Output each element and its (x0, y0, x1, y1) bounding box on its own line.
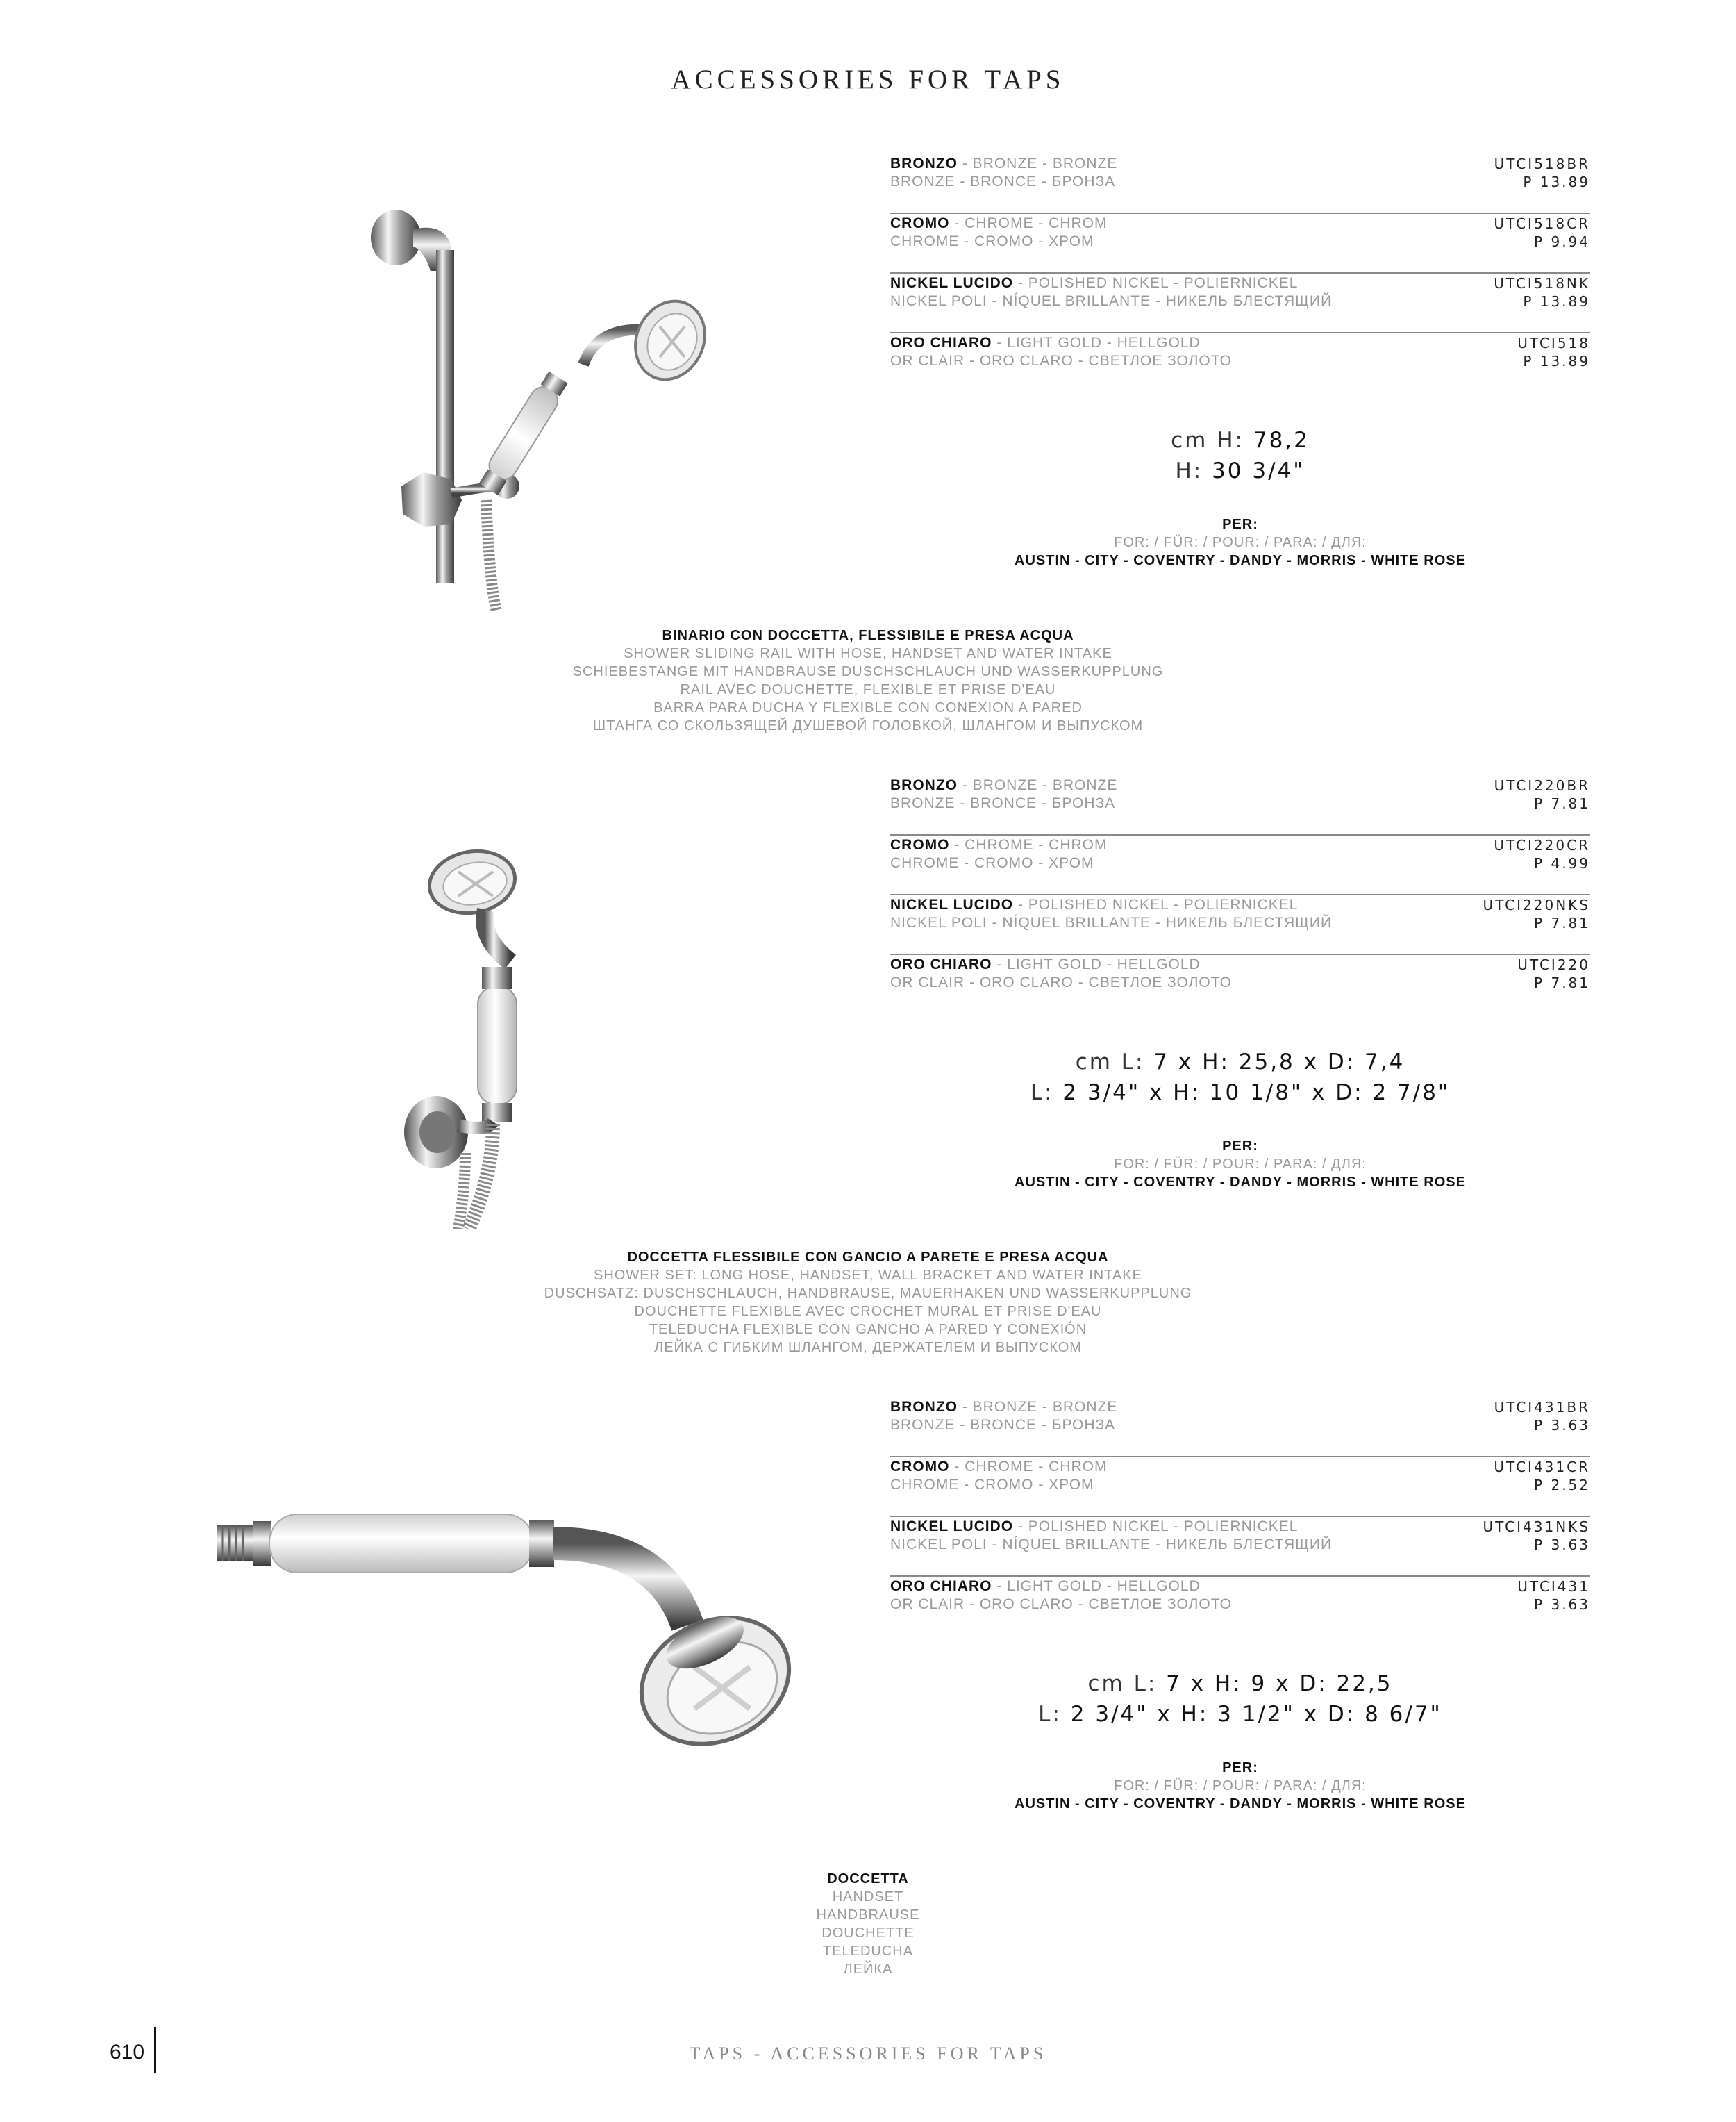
dimensions-inch: L: 2 3/4" x H: 10 1/8" x D: 2 7/8" (1030, 1080, 1451, 1105)
price: P 13.89 (1523, 174, 1590, 190)
caption-line: RAIL AVEC DOUCHETTE, FLEXIBLE ET PRISE D'EAU (680, 682, 1056, 697)
caption-line: SHOWER SET: LONG HOSE, HANDSET, WALL BRACKET AND WATER INTAKE (593, 1268, 1142, 1283)
finish-translations: - POLISHED NICKEL - POLIERNICKEL (1013, 897, 1299, 913)
caption-line: TELEDUCHA FLEXIBLE CON GANCHO A PARED Y CONEXIÓN (649, 1322, 1087, 1337)
caption-line: DUSCHSATZ: DUSCHSCHLAUCH, HANDBRAUSE, MAUERHAKEN UND WASSERKUPPLUNG (544, 1286, 1192, 1301)
variant-row-oro-chiaro (890, 1577, 1590, 1636)
product-code: UTCI431NKS (1483, 1518, 1590, 1535)
finish-translations-2: OR CLAIR - ORO CLARO - СВЕТЛОЕ ЗОЛОТО (890, 975, 1232, 990)
page-title: ACCESSORIES FOR TAPS (671, 65, 1065, 94)
finish-translations-2: CHROME - CROMO - ХРОМ (890, 1477, 1094, 1493)
caption-line: DOUCHETTE FLEXIBLE AVEC CROCHET MURAL ET PRISE D'EAU (634, 1304, 1102, 1319)
variant-row-bronzo (890, 776, 1590, 836)
caption-line: BARRA PARA DUCHA Y FLEXIBLE CON CONEXION A PARED (653, 700, 1083, 715)
per-label: PER: (1222, 1138, 1258, 1154)
product-code: UTCI431CR (1494, 1459, 1590, 1475)
finish-name: NICKEL LUCIDO (890, 897, 1014, 913)
compatible-models: AUSTIN - CITY - COVENTRY - DANDY - MORRIS - WHITE ROSE (1015, 1175, 1466, 1190)
variant-row-cromo (890, 1457, 1590, 1517)
finish-name: BRONZO (890, 156, 958, 172)
finish-name: BRONZO (890, 1399, 958, 1415)
shower-sliding-rail-image (347, 194, 736, 611)
finish-name: BRONZO (890, 777, 958, 793)
finish-translations: - POLISHED NICKEL - POLIERNICKEL (1013, 275, 1299, 291)
product-code: UTCI431BR (1494, 1399, 1590, 1416)
caption-line: HANDSET (832, 1889, 904, 1905)
price: P 7.81 (1534, 915, 1590, 931)
price: P 4.99 (1534, 855, 1590, 872)
finish-translations-2: OR CLAIR - ORO CLARO - СВЕТЛОЕ ЗОЛОТО (890, 1596, 1232, 1612)
finish-translations: - LIGHT GOLD - HELLGOLD (992, 335, 1201, 351)
price: P 3.63 (1534, 1596, 1590, 1613)
product-caption (0, 1870, 1736, 1978)
per-translations: FOR: / FÜR: / POUR: / PARA: / ДЛЯ: (1114, 1778, 1367, 1793)
variant-row-oro-chiaro (890, 333, 1590, 393)
variant-row-nickel-lucido (890, 274, 1590, 333)
finish-translations: - CHROME - CHROM (949, 1459, 1108, 1475)
caption-line: ЛЕЙКА (843, 1962, 893, 1977)
price: P 7.81 (1534, 975, 1590, 991)
dimensions (890, 1668, 1590, 1730)
finish-translations-2: BRONZE - BRONCE - БРОНЗА (890, 795, 1116, 811)
finish-translations: - BRONZE - BRONZE (958, 777, 1118, 793)
caption-line: DOUCHETTE (821, 1925, 915, 1941)
finish-translations: - POLISHED NICKEL - POLIERNICKEL (1013, 1518, 1299, 1534)
caption-title: BINARIO CON DOCCETTA, FLESSIBILE E PRESA ACQUA (662, 628, 1074, 643)
product-code: UTCI220BR (1494, 777, 1590, 794)
finish-translations: - LIGHT GOLD - HELLGOLD (992, 1578, 1201, 1594)
finish-translations-2: OR CLAIR - ORO CLARO - СВЕТЛОЕ ЗОЛОТО (890, 353, 1232, 369)
product-code: UTCI518BR (1494, 156, 1590, 172)
finish-translations-2: NICKEL POLI - NÍQUEL BRILLANTE - НИКЕЛЬ БЛЕСТЯЩИЙ (890, 293, 1333, 309)
price: P 7.81 (1534, 795, 1590, 812)
product-code: UTCI518NK (1494, 275, 1590, 292)
caption-title: DOCCETTA FLESSIBILE CON GANCIO A PARETE E PRESA ACQUA (627, 1250, 1109, 1265)
price: P 9.94 (1534, 233, 1590, 250)
per-label: PER: (1222, 1760, 1258, 1775)
product-code: UTCI431 (1517, 1578, 1590, 1595)
footer-section-title: TAPS - ACCESSORIES FOR TAPS (689, 2044, 1047, 2064)
caption-line: ШТАНГА СО СКОЛЬЗЯЩЕЙ ДУШЕВОЙ ГОЛОВКОЙ, ШЛАНГОМ И ВЫПУСКОМ (592, 718, 1144, 733)
compatibility (890, 1759, 1590, 1813)
spec-column (890, 1398, 1590, 1813)
variant-row-cromo (890, 836, 1590, 895)
caption-title: DOCCETTA (827, 1871, 909, 1887)
product-code: UTCI220CR (1494, 837, 1590, 854)
page-number: 610 (110, 2041, 145, 2064)
caption-line: TELEDUCHA (822, 1943, 914, 1959)
finish-name: ORO CHIARO (890, 335, 992, 351)
dimensions (890, 425, 1590, 486)
finish-translations-2: BRONZE - BRONCE - БРОНЗА (890, 174, 1116, 190)
product-caption (0, 1248, 1736, 1357)
per-translations: FOR: / FÜR: / POUR: / PARA: / ДЛЯ: (1114, 535, 1367, 550)
variant-row-nickel-lucido (890, 895, 1590, 955)
product-caption (0, 627, 1736, 735)
variant-row-oro-chiaro (890, 955, 1590, 1015)
caption-line: ЛЕЙКА С ГИБКИМ ШЛАНГОМ, ДЕРЖАТЕЛЕМ И ВЫПУСКОМ (654, 1340, 1082, 1355)
per-label: PER: (1222, 517, 1258, 532)
handset-image (215, 1479, 792, 1757)
caption-line: SHOWER SLIDING RAIL WITH HOSE, HANDSET AND WATER INTAKE (624, 646, 1112, 661)
dimensions-inch: L: 2 3/4" x H: 3 1/2" x D: 8 6/7" (1038, 1702, 1442, 1727)
finish-translations-2: CHROME - CROMO - ХРОМ (890, 233, 1094, 249)
finish-translations-2: NICKEL POLI - NÍQUEL BRILLANTE - НИКЕЛЬ БЛЕСТЯЩИЙ (890, 1536, 1333, 1552)
shower-set-image (389, 840, 611, 1229)
product-code: UTCI220NKS (1483, 897, 1590, 913)
dimensions-inch: H: 30 3/4" (1175, 458, 1305, 483)
caption-line: HANDBRAUSE (816, 1907, 920, 1923)
product-code: UTCI220 (1517, 956, 1590, 973)
finish-translations-2: CHROME - CROMO - ХРОМ (890, 855, 1094, 871)
finish-translations: - BRONZE - BRONZE (958, 156, 1118, 172)
finish-translations: - CHROME - CHROM (949, 837, 1108, 853)
compatible-models: AUSTIN - CITY - COVENTRY - DANDY - MORRIS - WHITE ROSE (1015, 553, 1466, 568)
dimensions (890, 1047, 1590, 1108)
variant-row-cromo (890, 214, 1590, 274)
per-translations: FOR: / FÜR: / POUR: / PARA: / ДЛЯ: (1114, 1157, 1367, 1172)
price: P 3.63 (1534, 1417, 1590, 1434)
price: P 13.89 (1523, 293, 1590, 310)
finish-name: CROMO (890, 215, 950, 231)
product-code: UTCI518CR (1494, 215, 1590, 232)
dimensions-cm: cm L: 7 x H: 9 x D: 22,5 (1087, 1671, 1393, 1696)
finish-name: ORO CHIARO (890, 1578, 992, 1594)
finish-name: CROMO (890, 837, 950, 853)
finish-translations-2: NICKEL POLI - NÍQUEL BRILLANTE - НИКЕЛЬ БЛЕСТЯЩИЙ (890, 915, 1333, 931)
variant-row-nickel-lucido (890, 1517, 1590, 1577)
product-code: UTCI518 (1517, 335, 1590, 351)
price: P 13.89 (1523, 353, 1590, 370)
finish-translations: - BRONZE - BRONZE (958, 1399, 1118, 1415)
finish-name: NICKEL LUCIDO (890, 275, 1014, 291)
finish-name: ORO CHIARO (890, 956, 992, 972)
finish-translations-2: BRONZE - BRONCE - БРОНЗА (890, 1417, 1116, 1433)
price: P 3.63 (1534, 1536, 1590, 1553)
finish-name: NICKEL LUCIDO (890, 1518, 1014, 1534)
compatibility (890, 515, 1590, 570)
compatible-models: AUSTIN - CITY - COVENTRY - DANDY - MORRIS - WHITE ROSE (1015, 1796, 1466, 1812)
dimensions-cm: cm L: 7 x H: 25,8 x D: 7,4 (1075, 1050, 1405, 1075)
finish-name: CROMO (890, 1459, 950, 1475)
variant-row-bronzo (890, 154, 1590, 214)
dimensions-cm: cm H: 78,2 (1171, 428, 1310, 453)
price: P 2.52 (1534, 1477, 1590, 1493)
caption-line: SCHIEBESTANGE MIT HANDBRAUSE DUSCHSCHLAUCH UND WASSERKUPPLUNG (572, 664, 1164, 679)
variant-row-bronzo (890, 1398, 1590, 1457)
compatibility (890, 1137, 1590, 1191)
finish-translations: - CHROME - CHROM (949, 215, 1108, 231)
spec-column (890, 154, 1590, 570)
spec-column (890, 776, 1590, 1191)
finish-translations: - LIGHT GOLD - HELLGOLD (992, 956, 1201, 972)
